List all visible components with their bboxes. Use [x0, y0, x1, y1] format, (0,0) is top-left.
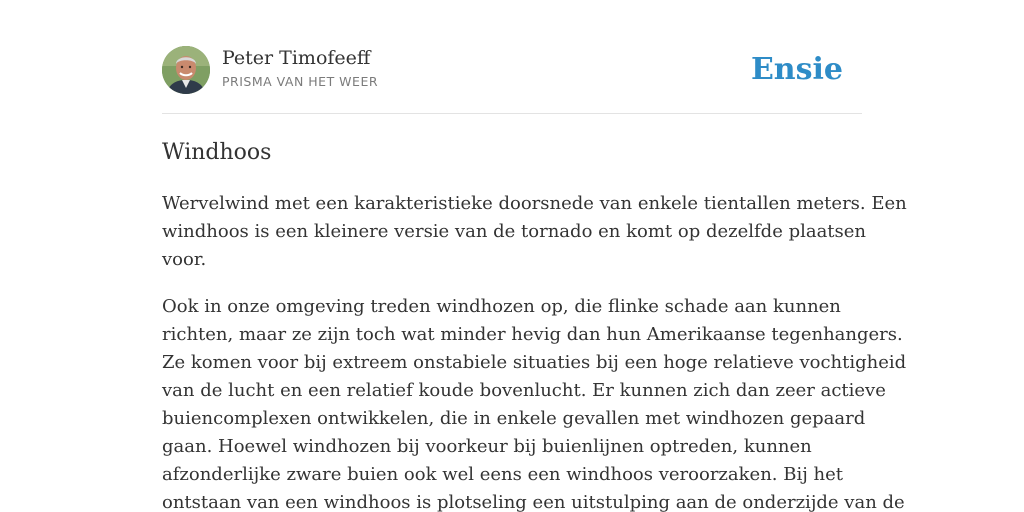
- paragraph-line: richten, maar ze zijn toch wat minder hevig dan hun Amerikaanse tegenhangers.: [162, 324, 903, 345]
- article-header: [162, 46, 862, 96]
- author-avatar[interactable]: [162, 46, 210, 94]
- article-title: Windhoos: [162, 140, 272, 165]
- author-name[interactable]: Peter Timofeeff: [222, 47, 371, 69]
- avatar-photo-icon: [162, 46, 210, 94]
- paragraph-line: windhoos is een kleinere versie van de tornado en komt op dezelfde plaatsen: [162, 221, 867, 242]
- brand-logo[interactable]: Ensie: [750, 52, 843, 87]
- paragraph-line: Ze komen voor bij extreem onstabiele situaties bij een hoge relatieve vochtigheid: [162, 352, 907, 373]
- paragraph-line: afzonderlijke zware buien ook wel eens een windhoos veroorzaken. Bij het: [162, 464, 844, 485]
- paragraph-line: buiencomplexen ontwikkelen, die in enkele gevallen met windhozen gepaard: [162, 408, 866, 429]
- paragraph-1: [162, 190, 907, 274]
- paragraph-line: Ook in onze omgeving treden windhozen op, die flinke schade aan kunnen: [162, 296, 841, 317]
- paragraph-line: voor.: [162, 249, 207, 270]
- paragraph-line: gaan. Hoewel windhozen bij voorkeur bij buienlijnen optreden, kunnen: [162, 436, 812, 457]
- paragraph-line: van de lucht en een relatief koude bovenlucht. Er kunnen zich dan zeer actieve: [162, 380, 886, 401]
- paragraph-line: ontstaan van een windhoos is plotseling een uitstulping aan de onderzijde van de: [162, 492, 905, 512]
- article-body: [162, 190, 907, 512]
- publication-name[interactable]: PRISMA VAN HET WEER: [222, 74, 379, 89]
- paragraph-line: Wervelwind met een karakteristieke doorsnede van enkele tientallen meters. Een: [162, 193, 907, 214]
- header-divider: [162, 113, 862, 114]
- paragraph-2: [162, 293, 907, 512]
